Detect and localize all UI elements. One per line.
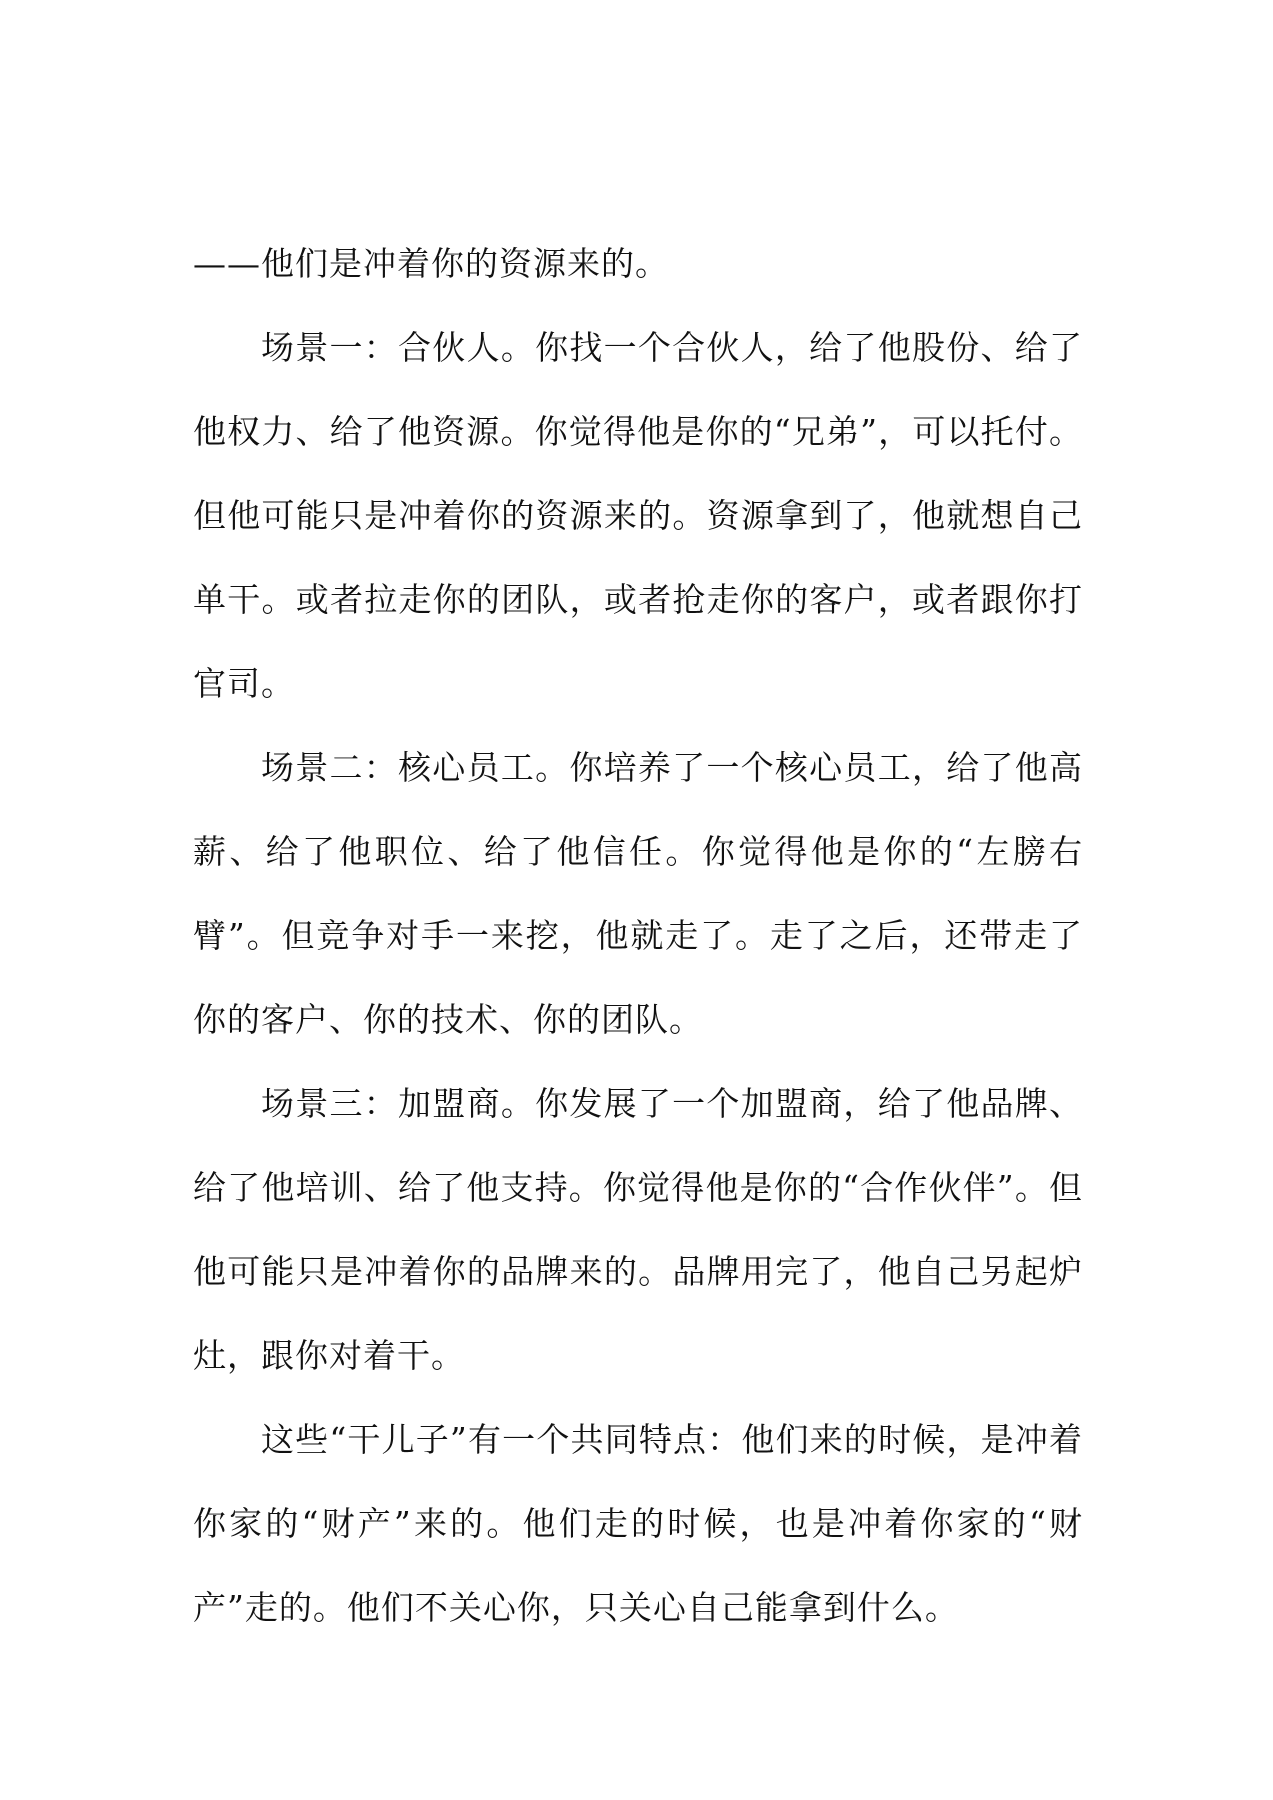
document-body [193, 222, 1083, 1650]
paragraph-continuation: ——他们是冲着你的资源来的。 [193, 244, 669, 283]
paragraph-scenario-three: 场景三：加盟商。你发展了一个加盟商，给了他品牌、给了他培训、给了他支持。你觉得他是你的“合作伙伴”。但他可能只是冲着你的品牌来的。品牌用完了，他自己另起炉灶，跟你对着干。 [193, 1084, 1083, 1375]
paragraph-scenario-one: 场景一：合伙人。你找一个合伙人，给了他股份、给了他权力、给了他资源。你觉得他是你的“兄弟”，可以托付。但他可能只是冲着你的资源来的。资源拿到了，他就想自己单干。或者拉走你的团队，或者抢走你的客户，或者跟你打官司。 [193, 328, 1083, 703]
paragraph-summary: 这些“干儿子”有一个共同特点：他们来的时候，是冲着你家的“财产”来的。他们走的时候，也是冲着你家的“财产”走的。他们不关心你，只关心自己能拿到什么。 [193, 1420, 1083, 1627]
paragraph-scenario-two: 场景二：核心员工。你培养了一个核心员工，给了他高薪、给了他职位、给了他信任。你觉得他是你的“左膀右臂”。但竞争对手一来挖，他就走了。走了之后，还带走了你的客户、你的技术、你的团队。 [193, 748, 1083, 1039]
